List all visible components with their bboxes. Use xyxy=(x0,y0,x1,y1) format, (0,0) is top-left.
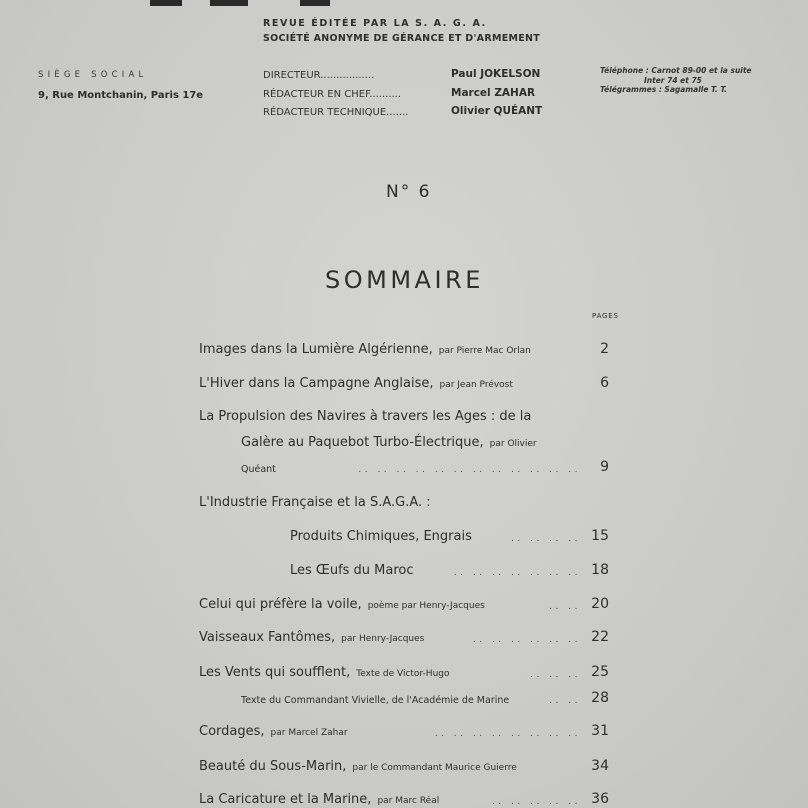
staff-row-editor-in-chief xyxy=(263,87,563,106)
staff-list xyxy=(263,68,563,124)
leader-dots: .. .. .. .. .. xyxy=(491,797,581,807)
toc-entry xyxy=(199,626,611,648)
issue-number: N° 6 xyxy=(386,182,432,202)
toc-entry-title: La Caricature et la Marine, par Marc Réal xyxy=(199,792,440,807)
toc-entry-author: par Henry-Jacques xyxy=(341,634,425,644)
staff-name: Marcel ZAHAR xyxy=(451,86,536,99)
toc-entry-title: Beauté du Sous-Marin, par le Commandant Maurice Guierre xyxy=(199,759,517,774)
staff-name: Paul JOKELSON xyxy=(451,68,541,80)
toc-entry-page: 34 xyxy=(591,758,609,774)
toc-entry-page: 15 xyxy=(591,528,609,544)
toc-entry-title: Images dans la Lumière Algérienne, par Pierre Mac Orlan xyxy=(199,342,531,357)
siege-social-address: 9, Rue Montchanin, Paris 17e xyxy=(38,90,204,101)
masthead-logo xyxy=(150,0,330,6)
society-line: SOCIÉTÉ ANONYME DE GÉRANCE ET D'ARMEMENT xyxy=(263,33,541,44)
toc-section-heading xyxy=(199,491,611,513)
toc-entry-page: 36 xyxy=(591,791,609,807)
leader-dots: .. .. .. .. .. .. xyxy=(472,635,581,645)
toc-entry-title: Vaisseaux Fantômes, par Henry-Jacques xyxy=(199,630,425,645)
toc-entry xyxy=(199,661,611,683)
toc-entry xyxy=(199,372,611,394)
staff-role: DIRECTEUR................. xyxy=(263,70,375,81)
staff-row-director xyxy=(263,68,563,87)
toc-entry xyxy=(199,788,611,808)
leader-dots: .. .. .. .. .. .. .. .. xyxy=(434,729,581,739)
toc-entry-page: 25 xyxy=(591,664,609,680)
contact-info xyxy=(600,66,800,95)
toc-entry-page: 20 xyxy=(591,596,609,612)
toc-entry-line1 xyxy=(199,405,611,427)
toc-entry-author: par le Commandant Maurice Guierre xyxy=(352,763,517,773)
toc-entry-author: par Olivier xyxy=(489,439,537,449)
toc-entry-title-continued: Galère au Paquebot Turbo-Électrique, par Olivier xyxy=(241,435,537,450)
leader-dots: .. .. .. .. xyxy=(511,534,581,544)
staff-role: RÉDACTEUR TECHNIQUE....... xyxy=(263,107,409,118)
toc-entry-line3 xyxy=(199,456,611,478)
toc-entry-author-continued: Quéant xyxy=(241,464,276,475)
telephone-line: Téléphone : Carnot 89-00 et la suite xyxy=(600,66,752,75)
toc-entry-page: 9 xyxy=(600,459,609,475)
toc-entry-page: 18 xyxy=(591,562,609,578)
staff-name: Olivier QUÉANT xyxy=(451,105,543,117)
toc-entry-page: 6 xyxy=(600,375,609,391)
toc-entry-author: par Marcel Zahar xyxy=(270,728,348,738)
staff-row-technical-editor xyxy=(263,105,563,124)
toc-entry-author: par Marc Réal xyxy=(377,796,440,806)
leader-dots: .. .. .. xyxy=(530,670,581,680)
toc-entry-title: La Propulsion des Navires à travers les Ages : de la xyxy=(199,409,532,424)
toc-entry xyxy=(199,338,611,360)
toc-entry-title: Cordages, par Marcel Zahar xyxy=(199,724,348,739)
toc-entry-author: Texte de Victor-Hugo xyxy=(356,669,450,679)
publisher-line: REVUE ÉDITÉE PAR LA S. A. G. A. xyxy=(263,18,487,29)
leader-dots: .. .. xyxy=(549,696,581,706)
toc-entry-line2 xyxy=(199,431,611,453)
toc-entry-author: par Jean Prévost xyxy=(439,380,513,390)
toc-entry-page: 2 xyxy=(600,341,609,357)
toc-entry-title: Les Œufs du Maroc xyxy=(290,563,414,578)
telegram-line: Télégrammes : Sagamalle T. T. xyxy=(600,85,728,94)
page-title: SOMMAIRE xyxy=(325,266,484,294)
toc-entry xyxy=(199,755,611,777)
toc-entry-title: Produits Chimiques, Engrais xyxy=(290,529,472,544)
toc-entry xyxy=(199,593,611,615)
staff-role: RÉDACTEUR EN CHEF.......... xyxy=(263,88,402,100)
toc-entry xyxy=(199,559,611,581)
toc-entry-title: L'Hiver dans la Campagne Anglaise, par Jean Prévost xyxy=(199,376,513,391)
siege-social-label: SIÈGE SOCIAL xyxy=(38,70,148,80)
pages-column-label: PAGES xyxy=(592,312,619,320)
toc-entry-page: 28 xyxy=(591,690,609,706)
toc-entry-page: 31 xyxy=(591,723,609,739)
toc-section-title: L'Industrie Française et la S.A.G.A. : xyxy=(199,495,431,510)
toc-entry xyxy=(199,687,611,709)
toc-entry xyxy=(199,720,611,742)
toc-entry-title: Texte du Commandant Vivielle, de l'Académie de Marine xyxy=(241,695,510,706)
toc-entry-author: par Pierre Mac Orlan xyxy=(438,346,531,356)
toc-entry-page: 22 xyxy=(591,629,609,645)
leader-dots: .. .. xyxy=(549,602,581,612)
leader-dots: .. .. .. .. .. .. .. .. .. .. .. .. xyxy=(358,465,581,475)
toc-entry-title: Les Vents qui soufflent, Texte de Victor-Hugo xyxy=(199,665,450,680)
toc-entry-author: poème par Henry-Jacques xyxy=(367,601,485,611)
toc-entry xyxy=(199,525,611,547)
toc-entry-title: Celui qui préfère la voile, poème par Henry-Jacques xyxy=(199,597,485,612)
leader-dots: .. .. .. .. .. .. .. xyxy=(453,568,581,578)
telephone-inter-line: Inter 74 et 75 xyxy=(644,75,702,85)
